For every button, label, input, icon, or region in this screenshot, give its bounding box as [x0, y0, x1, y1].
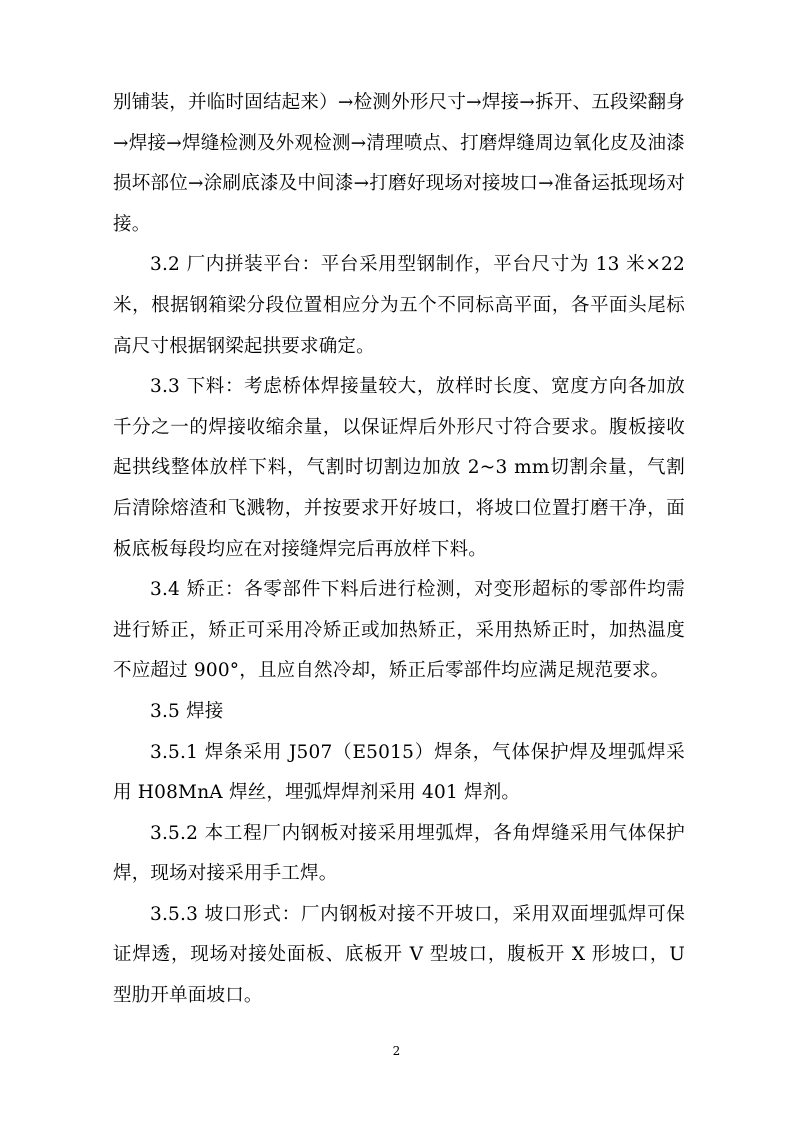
- paragraph-process-continuation: 别铺装，并临时固结起来）→检测外形尺寸→焊接→拆开、五段梁翻身→焊接→焊缝检测及外观检测→清理喷点、打磨焊缝周边氧化皮及油漆损坏部位→涂刷底漆及中间漆→打磨好现场对接坡口→准备运抵现场对接。: [113, 92, 685, 235]
- paragraph-3-5-3-groove-form: 3.5.3 坡口形式：厂内钢板对接不开坡口，采用双面埋弧焊可保证焊透，现场对接处面板、底板开 V 型坡口，腹板开 X 形坡口，U 型肋开单面坡口。: [113, 903, 685, 1007]
- paragraph-3-5-2-welding-methods: 3.5.2 本工程厂内钢板对接采用埋弧焊，各角焊缝采用气体保护焊，现场对接采用手工焊。: [113, 822, 685, 885]
- paragraph-3-5-1-electrodes: 3.5.1 焊条采用 J507（E5015）焊条，气体保护焊及埋弧焊采用 H08MnA 焊丝，埋弧焊焊剂采用 401 焊剂。: [113, 741, 685, 804]
- heading-3-5-welding: 3.5 焊接: [150, 700, 224, 722]
- paragraph-3-3-cutting: 3.3 下料：考虑桥体焊接量较大，放样时长度、宽度方向各加放千分之一的焊接收缩余量，以保证焊后外形尺寸符合要求。腹板接收起拱线整体放样下料，气割时切割边加放 2~3 mm切割余量，气割后清除熔渣和飞溅物，并按要求开好坡口，将坡口位置打磨干净，面板底板每段均应在对接缝焊完后再放样下料。: [113, 376, 685, 560]
- body-text: [113, 83, 685, 1017]
- page-number: 2: [392, 1044, 401, 1058]
- paragraph-3-4-straightening: 3.4 矫正：各零部件下料后进行检测，对变形超标的零部件均需进行矫正，矫正可采用冷矫正或加热矫正，采用热矫正时，加热温度不应超过 900°，且应自然冷却，矫正后零部件均应满足规范要求。: [113, 579, 685, 682]
- paragraph-3-2-assembly-platform: 3.2 厂内拼装平台：平台采用型钢制作，平台尺寸为 13 米×22 米，根据钢箱梁分段位置相应分为五个不同标高平面，各平面头尾标高尺寸根据钢梁起拱要求确定。: [113, 254, 685, 357]
